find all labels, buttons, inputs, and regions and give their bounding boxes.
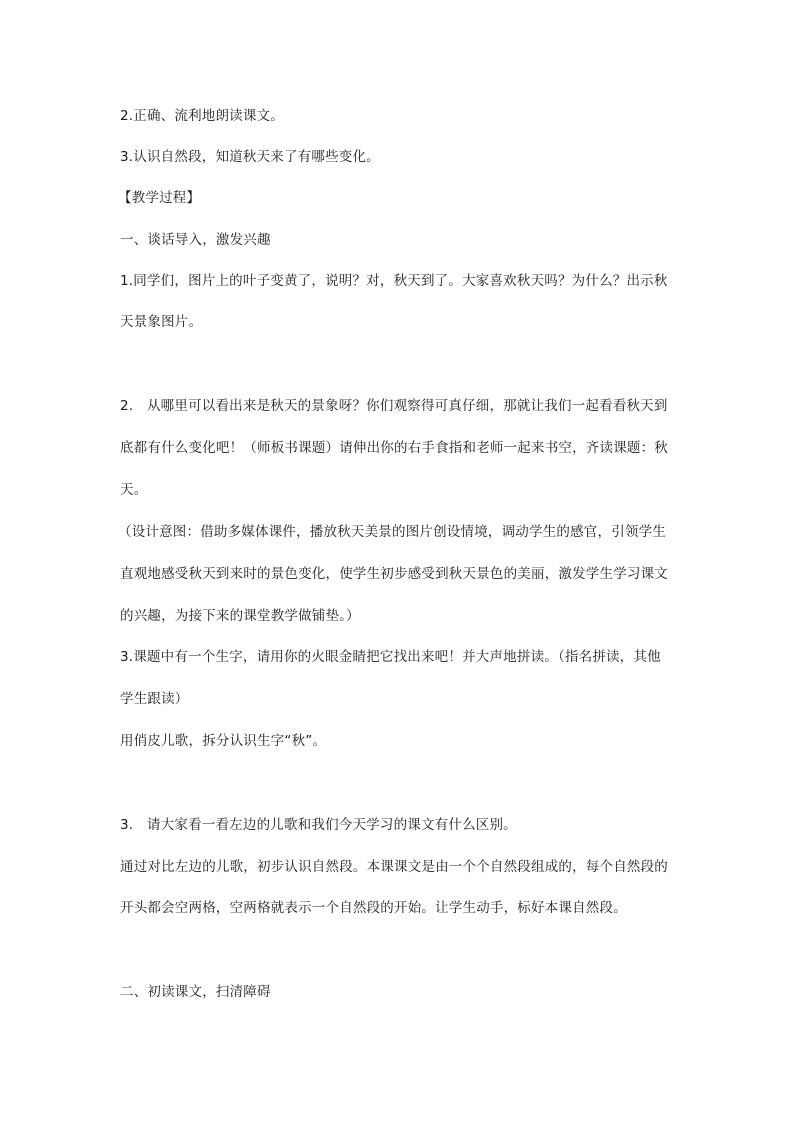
paragraph-4-line-1: 3. 请大家看一看左边的儿歌和我们今天学习的课文有什么区别。 (120, 817, 517, 833)
paragraph-1-line-2: 天景象图片。 (120, 314, 203, 330)
paragraph-4-line-3: 开头都会空两格，空两格就表示一个自然段的开始。让学生动手，标好本课自然段。 (120, 900, 627, 916)
paragraph-3-line-3: 用俏皮儿歌，拆分认识生字“秋”。 (120, 733, 327, 749)
design-intent-line-3: 的兴趣，为接下来的课堂教学做铺垫。） (120, 608, 360, 624)
objective-2: 2.正确、流利地朗读课文。 (120, 108, 284, 124)
design-intent-line-2: 直观地感受秋天到来时的景色变化，使学生初步感受到秋天景色的美丽，激发学生学习课文 (120, 566, 668, 582)
paragraph-2-line-1: 2. 从哪里可以看出来是秋天的景象呀？你们观察得可真仔细，那就让我们一起看看秋天到 (120, 398, 668, 414)
paragraph-3-line-2: 学生跟读） (120, 691, 189, 707)
paragraph-4-line-2: 通过对比左边的儿歌，初步认识自然段。本课课文是由一个个自然段组成的，每个自然段的 (120, 859, 668, 875)
paragraph-1-line-1: 1.同学们，图片上的叶子变黄了，说明？对，秋天到了。大家喜欢秋天吗？为什么？出示秋 (120, 273, 668, 289)
design-intent-line-1: （设计意图：借助多媒体课件，播放秋天美景的图片创设情境，调动学生的感官，引领学生 (118, 524, 666, 540)
step-heading-2: 二、初读课文，扫清障碍 (120, 984, 271, 1000)
paragraph-2-line-3: 天。 (120, 482, 148, 498)
paragraph-2-line-2: 底都有什么变化吧！（师板书课题）请伸出你的右手食指和老师一起来书空，齐读课题：秋 (120, 440, 668, 456)
paragraph-3-line-1: 3.课题中有一个生字，请用你的火眼金睛把它找出来吧！并大声地拼读。（指名拼读，其他 (120, 649, 661, 665)
objective-3: 3.认识自然段，知道秋天来了有哪些变化。 (120, 149, 380, 165)
step-heading-1: 一、谈话导入，激发兴趣 (120, 232, 271, 248)
section-heading-teaching-process: 【教学过程】 (118, 190, 201, 206)
